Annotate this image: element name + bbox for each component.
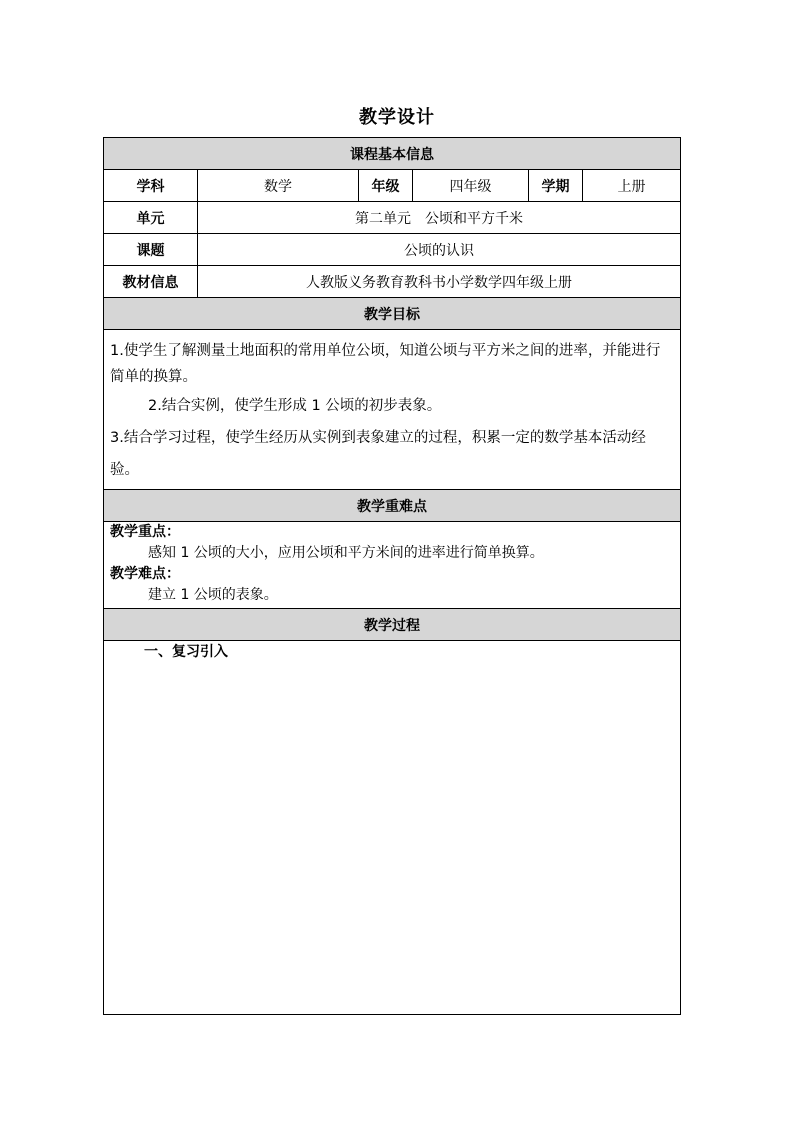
key-points-content (104, 522, 681, 609)
topic-label: 课题 (104, 234, 198, 266)
topic-row (104, 234, 681, 266)
subject-row (104, 170, 681, 202)
grade-value: 四年级 (413, 170, 529, 202)
focus-text: 感知 1 公顷的大小，应用公顷和平方米间的进率进行简单换算。 (148, 545, 544, 561)
process-row (104, 641, 681, 1015)
key-points-header: 教学重难点 (104, 490, 681, 522)
unit-row (104, 202, 681, 234)
term-label: 学期 (529, 170, 583, 202)
process-step-heading: 一、复习引入 (144, 644, 228, 660)
process-header: 教学过程 (104, 609, 681, 641)
textbook-label: 教材信息 (104, 266, 198, 298)
subject-label: 学科 (104, 170, 198, 202)
goal-item: 3.结合学习过程，使学生经历从实例到表象建立的过程，积累一定的数学基本活动经验。 (110, 430, 646, 478)
unit-value: 第二单元 公顷和平方千米 (198, 202, 681, 234)
key-points-row (104, 522, 681, 609)
goals-row (104, 330, 681, 490)
basic-info-header: 课程基本信息 (104, 138, 681, 170)
unit-label: 单元 (104, 202, 198, 234)
basic-info-header-row (104, 138, 681, 170)
key-points-header-row (104, 490, 681, 522)
document-title: 教学设计 (359, 107, 435, 128)
difficulty-label: 教学难点： (110, 566, 180, 582)
textbook-row (104, 266, 681, 298)
lesson-plan-table (103, 137, 681, 1015)
goal-item: 1.使学生了解测量土地面积的常用单位公顷，知道公顷与平方米之间的进率，并能进行简单的换算。 (110, 343, 661, 385)
difficulty-text: 建立 1 公顷的表象。 (148, 587, 278, 603)
focus-label: 教学重点： (110, 524, 180, 540)
goals-header-row (104, 298, 681, 330)
process-header-row (104, 609, 681, 641)
goal-item: 2.结合实例，使学生形成 1 公顷的初步表象。 (148, 398, 442, 414)
topic-value: 公顷的认识 (198, 234, 681, 266)
term-value: 上册 (583, 170, 681, 202)
subject-value: 数学 (198, 170, 359, 202)
process-content (104, 641, 681, 1015)
textbook-value: 人教版义务教育教科书小学数学四年级上册 (198, 266, 681, 298)
goals-content (104, 330, 681, 490)
grade-label: 年级 (359, 170, 413, 202)
goals-header: 教学目标 (104, 298, 681, 330)
